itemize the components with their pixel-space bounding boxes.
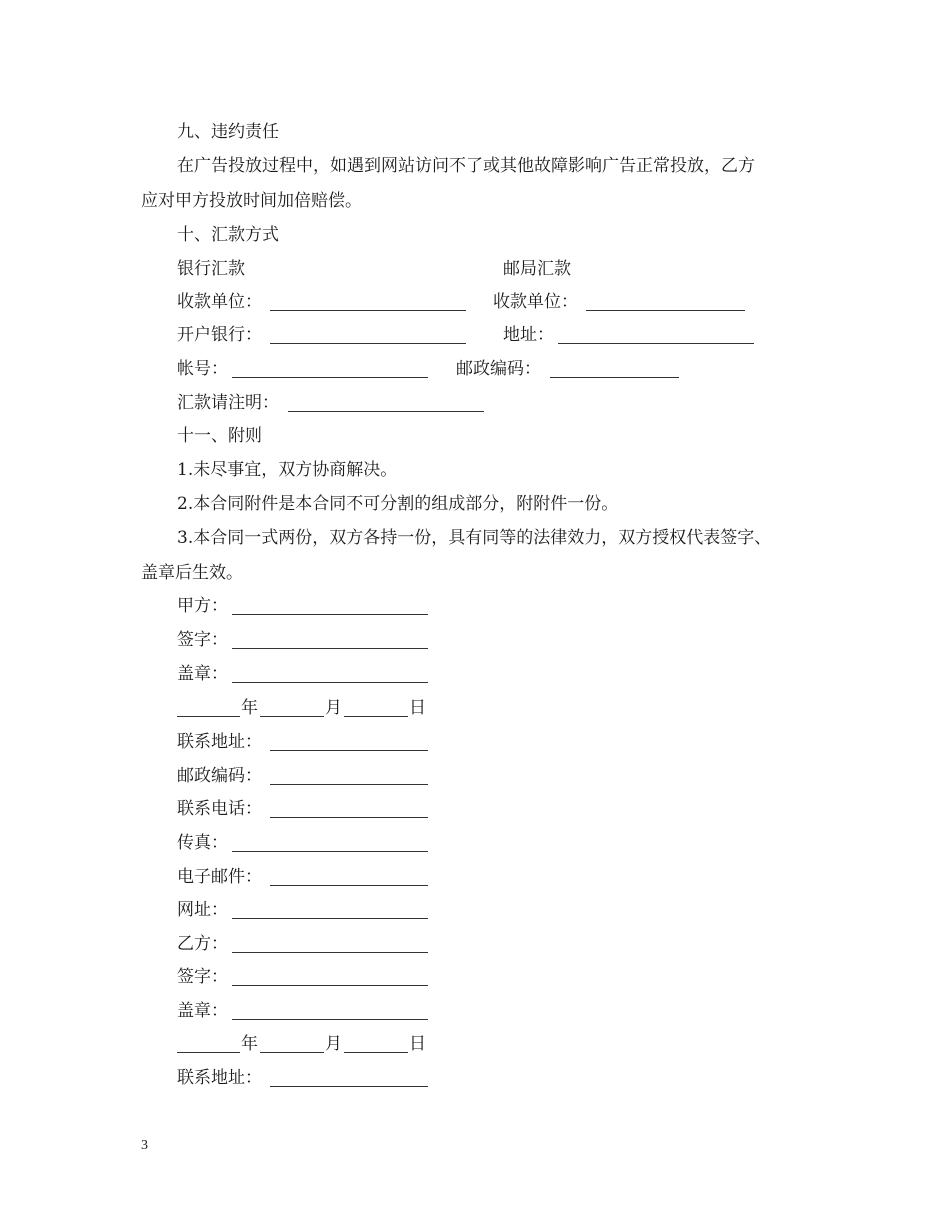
post-postcode-label: 邮政编码： (456, 359, 541, 379)
party-a-year-field[interactable] (177, 695, 240, 717)
bank-payee-label: 收款单位： (177, 292, 262, 312)
party-b-sign-field[interactable] (232, 964, 428, 986)
item-text: 3.本合同一式两份，双方各持一份，具有同等的法律效力，双方授权代表签字、 (177, 528, 772, 548)
day-label: 日 (409, 698, 426, 718)
bank-name-field[interactable] (270, 322, 466, 344)
item-text: 2.本合同附件是本合同不可分割的组成部分，附附件一份。 (177, 494, 619, 514)
party-b-label: 乙方： (177, 934, 228, 954)
heading-text: 十、汇款方式 (177, 225, 279, 245)
paragraph-text: 应对甲方投放时间加倍赔偿。 (141, 191, 362, 211)
post-payee-field[interactable] (586, 289, 745, 311)
fax-label: 传真： (177, 833, 228, 853)
bank-remittance-label: 银行汇款 (177, 259, 245, 279)
remittance-note-field[interactable] (288, 390, 484, 412)
party-b-field[interactable] (232, 931, 428, 953)
item-text: 盖章后生效。 (141, 563, 243, 583)
post-payee-label: 收款单位： (493, 292, 578, 312)
party-a-address-field[interactable] (270, 729, 428, 751)
website-label: 网址： (177, 900, 228, 920)
party-a-fax-field[interactable] (232, 830, 428, 852)
party-b-year-field[interactable] (177, 1031, 240, 1053)
year-label: 年 (241, 698, 258, 718)
account-field[interactable] (232, 356, 428, 378)
party-a-seal-field[interactable] (232, 661, 428, 683)
postcode-label: 邮政编码： (177, 766, 262, 786)
month-label: 月 (325, 1034, 342, 1054)
day-label: 日 (409, 1034, 426, 1054)
item-text: 1.未尽事宜，双方协商解决。 (177, 460, 398, 480)
contact-address-label: 联系地址： (177, 732, 262, 752)
remittance-note-label: 汇款请注明： (177, 393, 279, 413)
seal-label: 盖章： (177, 1001, 228, 1021)
post-address-label: 地址： (503, 325, 554, 345)
party-b-seal-field[interactable] (232, 998, 428, 1020)
sign-label: 签字： (177, 630, 228, 650)
page-number: 3 (141, 1138, 148, 1153)
heading-text: 十一、附则 (177, 426, 262, 446)
party-a-day-field[interactable] (344, 695, 408, 717)
party-a-website-field[interactable] (232, 897, 428, 919)
party-a-phone-field[interactable] (270, 796, 428, 818)
phone-label: 联系电话： (177, 799, 262, 819)
bank-payee-field[interactable] (270, 289, 466, 311)
party-a-email-field[interactable] (270, 864, 428, 886)
party-a-field[interactable] (232, 593, 428, 615)
party-a-label: 甲方： (177, 596, 228, 616)
seal-label: 盖章： (177, 664, 228, 684)
year-label: 年 (241, 1034, 258, 1054)
account-label: 帐号： (177, 359, 228, 379)
post-postcode-field[interactable] (550, 356, 679, 378)
paragraph-text: 在广告投放过程中，如遇到网站访问不了或其他故障影响广告正常投放，乙方 (177, 156, 755, 176)
party-a-postcode-field[interactable] (270, 763, 428, 785)
heading-text: 九、违约责任 (177, 122, 279, 142)
party-b-month-field[interactable] (260, 1031, 324, 1053)
bank-name-label: 开户银行： (177, 325, 262, 345)
sign-label: 签字： (177, 967, 228, 987)
month-label: 月 (325, 698, 342, 718)
post-address-field[interactable] (558, 322, 754, 344)
party-a-month-field[interactable] (260, 695, 324, 717)
contact-address-label: 联系地址： (177, 1068, 262, 1088)
post-remittance-label: 邮局汇款 (503, 259, 571, 279)
email-label: 电子邮件： (177, 867, 262, 887)
party-a-sign-field[interactable] (232, 627, 428, 649)
party-b-day-field[interactable] (344, 1031, 408, 1053)
party-b-address-field[interactable] (270, 1065, 428, 1087)
